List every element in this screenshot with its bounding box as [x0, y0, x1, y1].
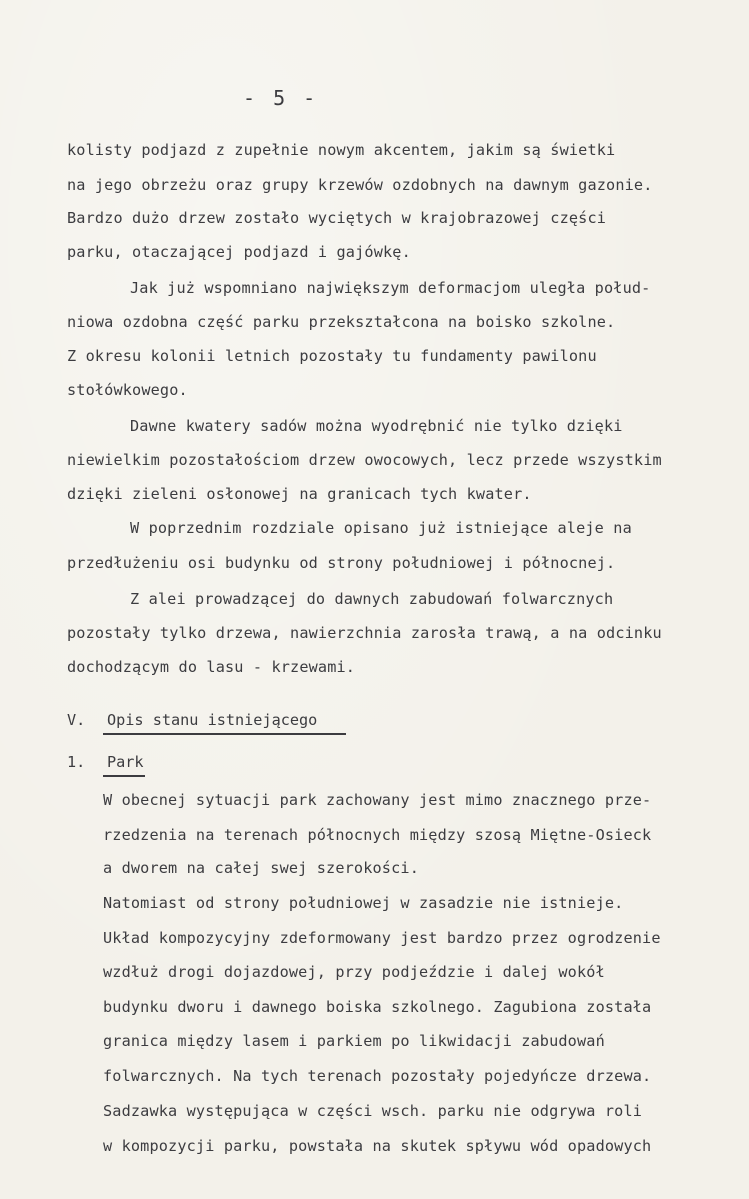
text-line: Bardzo dużo drzew zostało wyciętych w krajobrazowej części: [67, 209, 607, 227]
section-title-underline: [103, 733, 346, 735]
subsection-title: Park: [107, 753, 144, 771]
section-title: Opis stanu istniejącego: [107, 711, 318, 729]
subsection-heading: [67, 752, 144, 772]
text-line: budynku dworu i dawnego boiska szkolnego. Zagubiona została: [103, 998, 652, 1016]
text-line: rzedzenia na terenach północnych między szosą Miętne-Osieck: [103, 826, 652, 844]
text-line: pozostały tylko drzewa, nawierzchnia zarosła trawą, a na odcinku: [67, 624, 662, 642]
text-line: stołówkowego.: [67, 381, 188, 399]
text-line: Układ kompozycyjny zdeformowany jest bardzo przez ogrodzenie: [103, 929, 661, 947]
text-line: kolisty podjazd z zupełnie nowym akcentem, jakim są świetki: [67, 141, 616, 159]
text-line: parku, otaczającej podjazd i gajówkę.: [67, 243, 411, 261]
text-line: w kompozycji parku, powstała na skutek spływu wód opadowych: [103, 1137, 652, 1155]
text-line: Jak już wspomniano największym deformacjom uległa połud-: [130, 279, 651, 297]
text-line: Natomiast od strony południowej w zasadzie nie istnieje.: [103, 894, 624, 912]
text-line: dochodzącym do lasu - krzewami.: [67, 658, 356, 676]
text-line: Sadzawka występująca w części wsch. parku nie odgrywa roli: [103, 1102, 643, 1120]
text-line: wzdłuż drogi dojazdowej, przy podjeździe i dalej wokół: [103, 963, 605, 981]
text-line: Dawne kwatery sadów można wyodrębnić nie tylko dzięki: [130, 417, 623, 435]
text-line: W poprzednim rozdziale opisano już istniejące aleje na: [130, 519, 632, 537]
subsection-number: 1.: [67, 753, 86, 771]
text-line: Z alei prowadzącej do dawnych zabudowań folwarcznych: [130, 590, 614, 608]
section-heading: [67, 710, 317, 730]
text-line: na jego obrzeżu oraz grupy krzewów ozdobnych na dawnym gazonie.: [67, 176, 653, 194]
page-number: - 5 -: [243, 86, 319, 110]
text-line: przedłużeniu osi budynku od strony południowej i północnej.: [67, 554, 616, 572]
subsection-title-underline: [103, 775, 145, 777]
text-line: Z okresu kolonii letnich pozostały tu fundamenty pawilonu: [67, 347, 597, 365]
text-line: W obecnej sytuacji park zachowany jest mimo znacznego prze-: [103, 791, 652, 809]
text-line: niewielkim pozostałościom drzew owocowych, lecz przede wszystkim: [67, 451, 662, 469]
text-line: a dworem na całej swej szerokości.: [103, 859, 419, 877]
text-line: niowa ozdobna część parku przekształcona na boisko szkolne.: [67, 313, 616, 331]
text-line: granica między lasem i parkiem po likwidacji zabudowań: [103, 1032, 605, 1050]
text-line: dzięki zieleni osłonowej na granicach tych kwater.: [67, 485, 532, 503]
text-line: folwarcznych. Na tych terenach pozostały pojedyńcze drzewa.: [103, 1067, 652, 1085]
section-number: V.: [67, 711, 86, 729]
